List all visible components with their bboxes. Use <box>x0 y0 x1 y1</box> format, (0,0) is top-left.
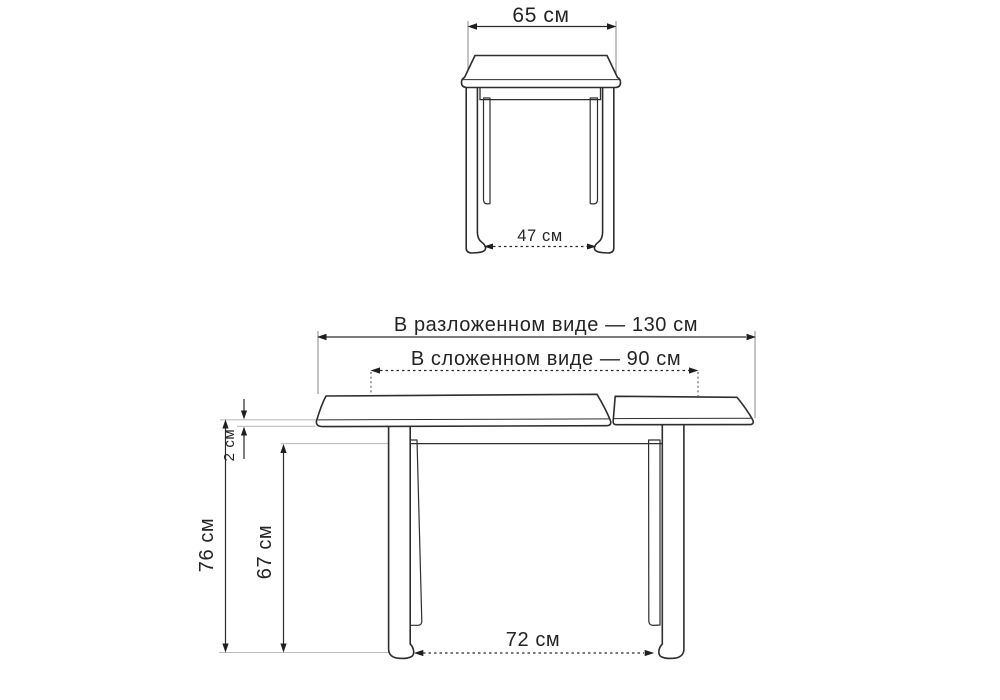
front-view-rear-legs <box>484 98 598 204</box>
front-view <box>462 4 621 253</box>
arrowhead-down-icon <box>222 644 228 653</box>
front-left-leg <box>466 86 485 253</box>
arrowhead-left-icon <box>371 367 381 373</box>
arrowhead-down-icon <box>241 411 247 420</box>
extended-width-label: В разложенном виде — 130 см <box>393 314 699 336</box>
clearance-height-label: 67 см <box>254 524 276 580</box>
side-view <box>196 314 756 658</box>
side-view-rear-legs <box>406 440 660 625</box>
folded-width-label: В сложенном виде — 90 см <box>410 348 682 370</box>
side-view-apron <box>406 426 663 444</box>
arrowhead-left-icon <box>468 23 478 29</box>
side-view-front-legs <box>389 424 684 658</box>
front-view-apron <box>480 87 601 100</box>
rear-right-leg <box>590 98 597 204</box>
dimension-side-leg-span <box>414 629 654 656</box>
dimension-folded-width <box>371 348 699 396</box>
dimension-front-leg-span <box>484 227 597 250</box>
arrowhead-up-icon <box>241 427 247 436</box>
front-right-leg <box>659 424 684 658</box>
arrowhead-down-icon <box>280 644 286 653</box>
side-leg-span-label: 72 см <box>505 629 561 651</box>
reference-lines <box>219 420 391 653</box>
tabletop-main-leaf <box>316 394 610 426</box>
top-width-label: 65 см <box>512 4 570 27</box>
total-height-label: 76 см <box>196 517 218 573</box>
tabletop-thickness-label: 2 см <box>221 428 238 462</box>
arrowhead-right-icon <box>607 23 617 29</box>
dimension-clearance-height <box>254 444 287 653</box>
front-left-leg <box>389 424 414 658</box>
side-view-tabletop <box>316 394 753 426</box>
tabletop-extension-leaf <box>613 396 753 424</box>
arrowhead-right-icon <box>689 367 699 373</box>
rear-left-leg <box>484 98 491 204</box>
front-leg-span-label: 47 см <box>517 227 563 245</box>
arrowhead-up-icon <box>280 444 286 453</box>
rear-right-leg <box>649 440 660 625</box>
front-view-tabletop <box>462 56 621 88</box>
arrowhead-left-icon <box>414 650 424 656</box>
arrowhead-up-icon <box>222 419 228 428</box>
arrowhead-right-icon <box>645 650 655 656</box>
